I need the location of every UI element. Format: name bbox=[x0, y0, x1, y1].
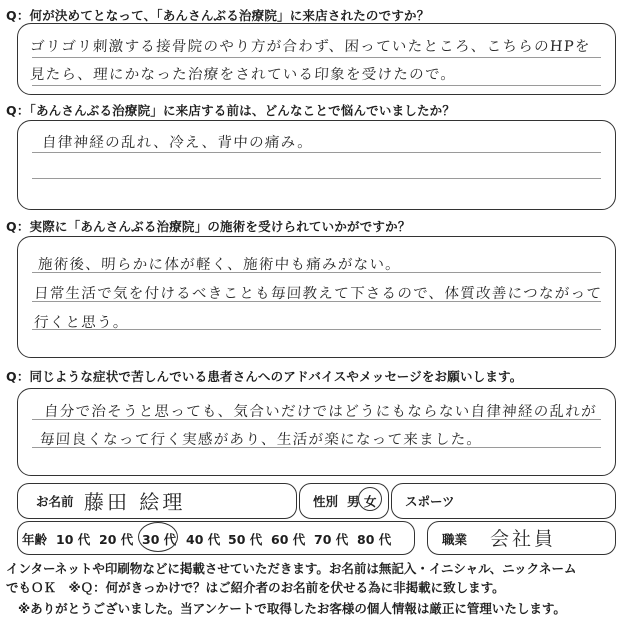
answer-3-line-1: 施術後、明らかに体が軽く、施術中も痛みがない。 bbox=[37, 257, 402, 273]
ruled-line bbox=[32, 57, 601, 58]
question-1: Q：何が決めてとなって、「あんさんぶる治療院」に来店されたのですか？ bbox=[6, 8, 430, 23]
age-option: 30 代 bbox=[142, 532, 177, 547]
gender-label: 性別 bbox=[313, 494, 339, 509]
name-label: お名前 bbox=[36, 494, 74, 509]
age-label: 年齢 bbox=[22, 532, 48, 547]
age-option: 60 代 bbox=[271, 532, 306, 547]
job-value: 会社員 bbox=[490, 528, 557, 550]
answer-1-line-2: 見たら、理にかなった治療をされている印象を受けたので。 bbox=[29, 67, 457, 83]
answer-4-line-1: 自分で治そうと思っても、気合いだけではどうにもならない自律神経の乱れが bbox=[43, 404, 598, 420]
footnote-2: でもＯＫ ※Ｑ：何がきっかけで？はご紹介者のお名前を伏せる為に非掲載に致します。 bbox=[6, 580, 505, 595]
question-2: Q：「あんさんぶる治療院」に来店する前は、どんなことで悩んでいましたか？ bbox=[6, 103, 456, 118]
age-option: 20 代 bbox=[99, 532, 134, 547]
ruled-line bbox=[32, 178, 601, 179]
gender-female: 女 bbox=[364, 494, 377, 509]
answer-box-1 bbox=[17, 23, 616, 95]
age-selected-circle bbox=[138, 522, 178, 552]
answer-2-line-1: 自律神経の乱れ、冷え、背中の痛み。 bbox=[41, 135, 314, 151]
age-option: 40 代 bbox=[186, 532, 221, 547]
age-option: 70 代 bbox=[314, 532, 349, 547]
question-3: Q：実際に「あんさんぶる治療院」の施術を受けられていかがですか？ bbox=[6, 219, 411, 234]
gender-selected-circle bbox=[358, 487, 382, 511]
answer-4-line-2: 毎回良くなって行く実感があり、生活が楽になって来ました。 bbox=[39, 432, 483, 448]
ruled-line bbox=[32, 85, 601, 86]
ruled-line bbox=[32, 152, 601, 153]
answer-3-line-3: 行くと思う。 bbox=[33, 315, 130, 331]
footnote-1: インターネットや印刷物などに掲載させていただきます。お名前は無記入・イニシャル、ニックネーム bbox=[6, 561, 577, 576]
age-option: 50 代 bbox=[228, 532, 263, 547]
gender-male: 男 bbox=[347, 494, 360, 509]
sport-label: スポーツ bbox=[405, 494, 455, 509]
question-4: Q：同じような症状で苦しんでいる患者さんへのアドバイスやメッセージをお願いします。 bbox=[6, 369, 523, 384]
job-label: 職業 bbox=[442, 532, 468, 547]
age-option: 10 代 bbox=[56, 532, 91, 547]
answer-1-line-1: ゴリゴリ刺激する接骨院のやり方が合わず、困っていたところ、こちらのHPを bbox=[29, 39, 592, 55]
age-option: 80 代 bbox=[357, 532, 392, 547]
name-value: 藤田 絵理 bbox=[84, 490, 186, 514]
answer-3-line-2: 日常生活で気を付けるべきことも毎回教えて下さるので、体質改善につながって bbox=[33, 286, 603, 302]
footnote-3: ※ありがとうございました。当アンケートで取得したお客様の個人情報は厳正に管理いたします。 bbox=[18, 601, 566, 616]
